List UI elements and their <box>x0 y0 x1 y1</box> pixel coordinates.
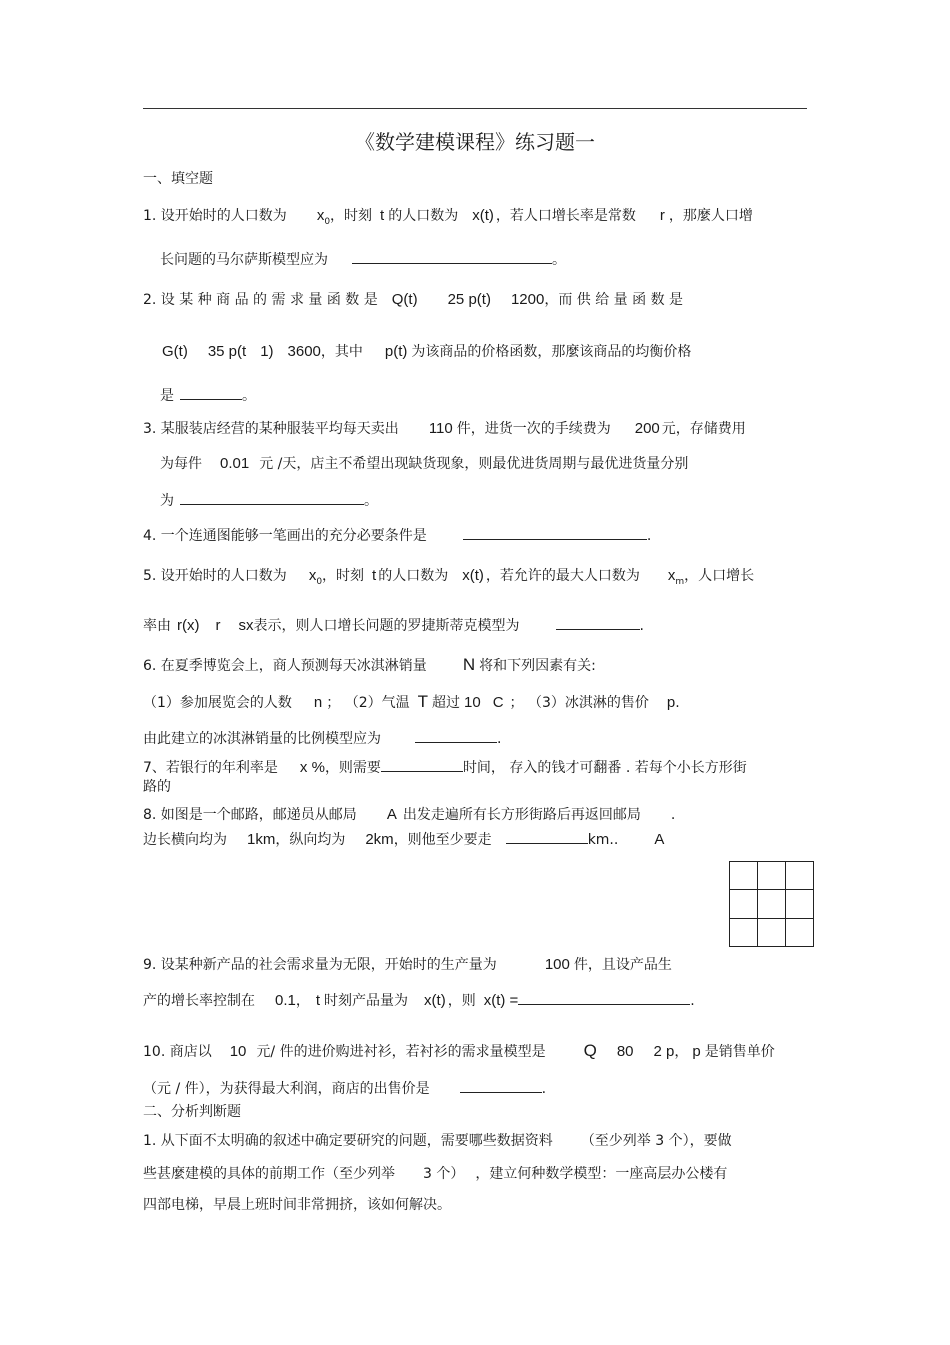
question-5-line-1: 5. 设开始时的人口数为 $x_0$，时刻 t 的人口数为 x(t) ，若允许的最大人口数为 $x_m$，人口增长 <box>143 567 755 587</box>
question-1-line-1: 1. 设开始时的人口数为 $x_0$，时刻 t 的人口数为 x(t) ，若人口增长率是常数 r ，那麼人口增 <box>143 207 753 227</box>
question-10-line-1: 10. 商店以 10 元/ 件的进价购进衬衫，若衬衫的需求量模型是 Q 80 2 p， p 是销售单价 <box>143 1041 775 1060</box>
question-9-line-1: 9. 设某种新产品的社会需求量为无限，开始时的生产量为 100 件，且设产品生 <box>143 956 672 973</box>
question-2-line-2: G(t) 35 p(t 1) 3600，其中 p(t) 为该商品的价格函数，那麼该商品的均衡价格 <box>162 343 692 360</box>
question-8-line-2: 边长横向均为 1km，纵向均为 2km，则他至少要走 km.. A <box>143 831 665 848</box>
question-4: 4. 一个连通图能够一笔画出的充分必要条件是 . <box>143 525 651 545</box>
question-8-line-1: 8. 如图是一个邮路，邮递员从邮局 A 出发走遍所有长方形街路后再返回邮局 . <box>143 806 676 823</box>
question-5-line-2: 率由 r(x) r sx表示，则人口增长问题的罗捷斯蒂克模型为 . <box>143 617 644 634</box>
question-9-line-2: 产的增长率控制在 0.1， t 时刻产品量为 x(t) ，则 x(t) = . <box>143 992 695 1009</box>
question-6-line-1: 6. 在夏季博览会上，商人预测每天冰淇淋销量 N 将和下列因素有关: <box>143 655 596 674</box>
document-title: 《数学建模课程》练习题一 <box>355 130 595 154</box>
answer-blank-1[interactable] <box>352 249 552 264</box>
analysis-question-1-line-1: 1. 从下面不太明确的叙述中确定要研究的问题，需要哪些数据资料 （至少列举 3 个），要做 <box>143 1133 732 1149</box>
answer-blank-5[interactable] <box>556 615 640 630</box>
answer-blank-3[interactable] <box>180 490 364 505</box>
question-6-line-2: （1）参加展览会的人数 n ； （2）气温 T 超过 10 C ； （3）冰淇淋的售价 p. <box>143 692 680 711</box>
section-analysis-heading: 二、分析判断题 <box>143 1104 241 1120</box>
question-10-line-2: （元 / 件），为获得最大利润，商店的出售价是 . <box>143 1078 546 1098</box>
question-2-line-1: 2. 设 某 种 商 品 的 需 求 量 函 数 是 Q(t) 25 p(t) 1200，而 供 给 量 函 数 是 <box>143 291 684 308</box>
question-7-line-2: 路的 <box>143 779 171 795</box>
question-1-line-2: 长问题的马尔萨斯模型应为 。 <box>160 249 566 269</box>
answer-blank-8[interactable] <box>506 829 588 844</box>
question-2-line-3: 是 。 <box>160 385 256 405</box>
answer-blank-10[interactable] <box>460 1078 542 1093</box>
answer-blank-7[interactable] <box>381 757 463 772</box>
postal-route-grid <box>729 861 814 947</box>
question-3-line-2: 为每件 0.01 元 /天，店主不希望出现缺货现象，则最优进货周期与最优进货量分别 <box>160 455 689 472</box>
question-7-line-1: 7、若银行的年利率是 x %，则需要 时间， 存入的钱才可翻番 . 若每个小长方形街 <box>143 759 747 776</box>
section-fill-blank-heading: 一、填空题 <box>143 171 213 187</box>
analysis-question-1-line-3: 四部电梯，早晨上班时间非常拥挤，该如何解决。 <box>143 1197 451 1213</box>
question-6-line-3: 由此建立的冰淇淋销量的比例模型应为 . <box>143 728 501 748</box>
answer-blank-4[interactable] <box>463 525 647 540</box>
answer-blank-2[interactable] <box>180 385 242 400</box>
analysis-question-1-line-2: 些甚麼建模的具体的前期工作（至少列举 3 个） ，建立何种数学模型：一座高层办公楼有 <box>143 1166 728 1182</box>
question-3-line-1: 3. 某服装店经营的某种服装平均每天卖出 110 件，进货一次的手续费为 200 元，存储费用 <box>143 420 746 437</box>
question-3-line-3: 为 。 <box>160 490 378 510</box>
answer-blank-9[interactable] <box>518 990 690 1005</box>
answer-blank-6[interactable] <box>415 728 497 743</box>
top-rule <box>143 108 807 109</box>
